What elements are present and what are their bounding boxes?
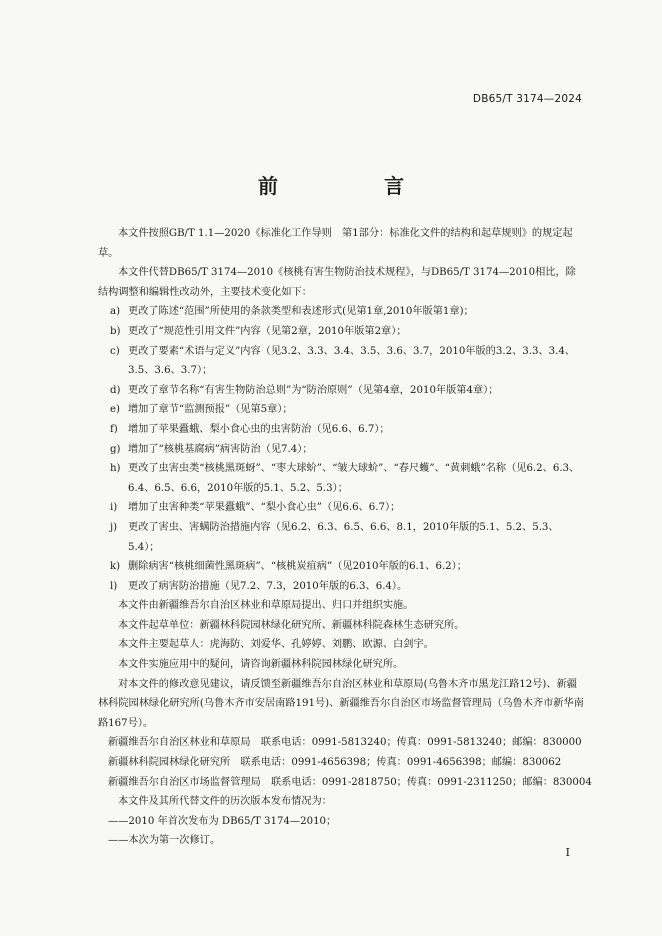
list-item-text: 更改了虫害虫类“核桃黑斑蚜”、“枣大球蚧”、“皱大球蚧”、“春尺蠖”、“黄刺蛾”名称（见6.2、6.3、6.4、6.5、6.6，2010年版的5.1、5.2、5.3）； xyxy=(128,463,580,494)
list-item-mark: f) xyxy=(110,423,118,435)
paragraph-drafters: 本文件主要起草人：虎海防、刘爱华、孔婷婷、刘鹏、欧源、白剑宇。 xyxy=(118,639,434,651)
history-line: ——本次为第一次修订。 xyxy=(108,835,221,847)
page-number: I xyxy=(565,846,570,859)
list-item-text: 更改了害虫、害螨防治措施内容（见6.2、6.3、6.5、6.6、8.1，2010年版的5.1、5.2、5.3、5.4）； xyxy=(128,521,559,553)
contact-line: 新疆维吾尔自治区林业和草原局 联系电话：0991-5813240；传真：0991-5813240；邮编：830000 xyxy=(108,737,582,749)
list-item-mark: b) xyxy=(110,325,121,337)
list-item xyxy=(98,498,584,518)
list-item xyxy=(98,440,584,460)
contact-line: 新疆林科院园林绿化研究所 联系电话：0991-4656398；传真：0991-4656398；邮编：830062 xyxy=(108,757,562,769)
list-item-mark: k) xyxy=(110,561,121,573)
list-item-mark: h) xyxy=(110,463,121,475)
paragraph-replacement: 本文件代替DB65/T 3174—2010《核桃有害生物防治技术规程》，与DB65/T 3174—2010相比，除结构调整和编辑性改动外，主要技术变化如下： xyxy=(98,267,576,298)
list-item-mark: d) xyxy=(110,384,121,396)
paragraph-feedback: 对本文件的修改意见建议，请反馈至新疆维吾尔自治区林业和草原局(乌鲁木齐市黑龙江路12号)、新疆林科院园林绿化研究所(乌鲁木齐市安居南路191号)、新疆维吾尔自治区市场监督管理局（乌鲁木齐市新华南路167号）。 xyxy=(98,678,584,729)
list-item xyxy=(98,459,584,498)
list-item-text: 删除病害“核桃细菌性黑斑病”、“核桃炭疽病”（见2010年版的6.1、6.2）； xyxy=(128,561,467,573)
paragraph-drafting-basis: 本文件按照GB/T 1.1—2020《标准化工作导则 第1部分：标准化文件的结构和起草规则》的规定起草。 xyxy=(98,228,573,259)
list-item-mark: j) xyxy=(110,521,118,533)
list-item xyxy=(98,577,584,597)
contact-line: 新疆维吾尔自治区市场监督管理局 联系电话：0991-2818750；传真：0991-2311250；邮编：830004 xyxy=(108,776,592,788)
list-item-text: 增加了章节“监测预报”（见第5章）； xyxy=(128,404,293,416)
list-item-mark: a) xyxy=(110,306,121,318)
standard-code: DB65/T 3174—2024 xyxy=(472,93,582,105)
list-item xyxy=(98,302,584,322)
list-item xyxy=(98,381,584,401)
list-item-text: 更改了要素“术语与定义”内容（见3.2、3.3、3.4、3.5、3.6、3.7，2010年版的3.2、3.3、3.4、3.5、3.6、3.7）； xyxy=(128,345,576,377)
list-item-mark: c) xyxy=(110,345,120,357)
list-item-text: 更改了“规范性引用文件”内容（见第2章，2010年版第2章）； xyxy=(128,325,407,337)
list-item xyxy=(98,322,584,342)
list-item-mark: g) xyxy=(110,443,121,455)
list-item xyxy=(98,557,584,577)
list-item-text: 更改了章节名称“有害生物防治总则”为“防治原则”（见第4章，2010年版第4章）； xyxy=(128,384,499,396)
list-item-text: 更改了陈述“范围”所使用的条款类型和表述形式(见第1章,2010年版第1章)； xyxy=(128,306,474,318)
changes-list xyxy=(98,302,584,596)
list-item-text: 更改了病害防治措施（见7.2、7.3，2010年版的6.3、6.4）。 xyxy=(128,580,408,592)
paragraph-inquiry: 本文件实施应用中的疑问，请咨询新疆林科院园林绿化研究所。 xyxy=(118,659,404,671)
list-item-mark: i) xyxy=(110,502,118,514)
list-item-text: 增加了“核桃基腐病”病害防治（见7.4）； xyxy=(128,443,313,455)
list-item-text: 增加了苹果蠹蛾、梨小食心虫的虫害防治（见6.6、6.7）； xyxy=(128,423,390,435)
paragraph-history-intro: 本文件及其所代替文件的历次版本发布情况为： xyxy=(118,796,332,808)
list-item xyxy=(98,420,584,440)
paragraph-drafting-units: 本文件起草单位：新疆林科院园林绿化研究所、新疆林科院森林生态研究所。 xyxy=(118,619,465,631)
list-item-text: 增加了虫害种类“苹果蠹蛾”、“梨小食心虫”（见6.6、6.7）； xyxy=(128,502,401,514)
list-item xyxy=(98,342,584,381)
list-item xyxy=(98,518,584,557)
paragraph-proposer: 本文件由新疆维吾尔自治区林业和草原局提出、归口并组织实施。 xyxy=(118,600,414,612)
list-item-mark: l) xyxy=(110,580,118,592)
page-title: 前 言 xyxy=(258,174,426,198)
list-item-mark: e) xyxy=(110,404,121,416)
list-item xyxy=(98,400,584,420)
history-line: ——2010 年首次发布为 DB65/T 3174—2010； xyxy=(108,815,337,827)
foreword-body xyxy=(98,224,592,851)
